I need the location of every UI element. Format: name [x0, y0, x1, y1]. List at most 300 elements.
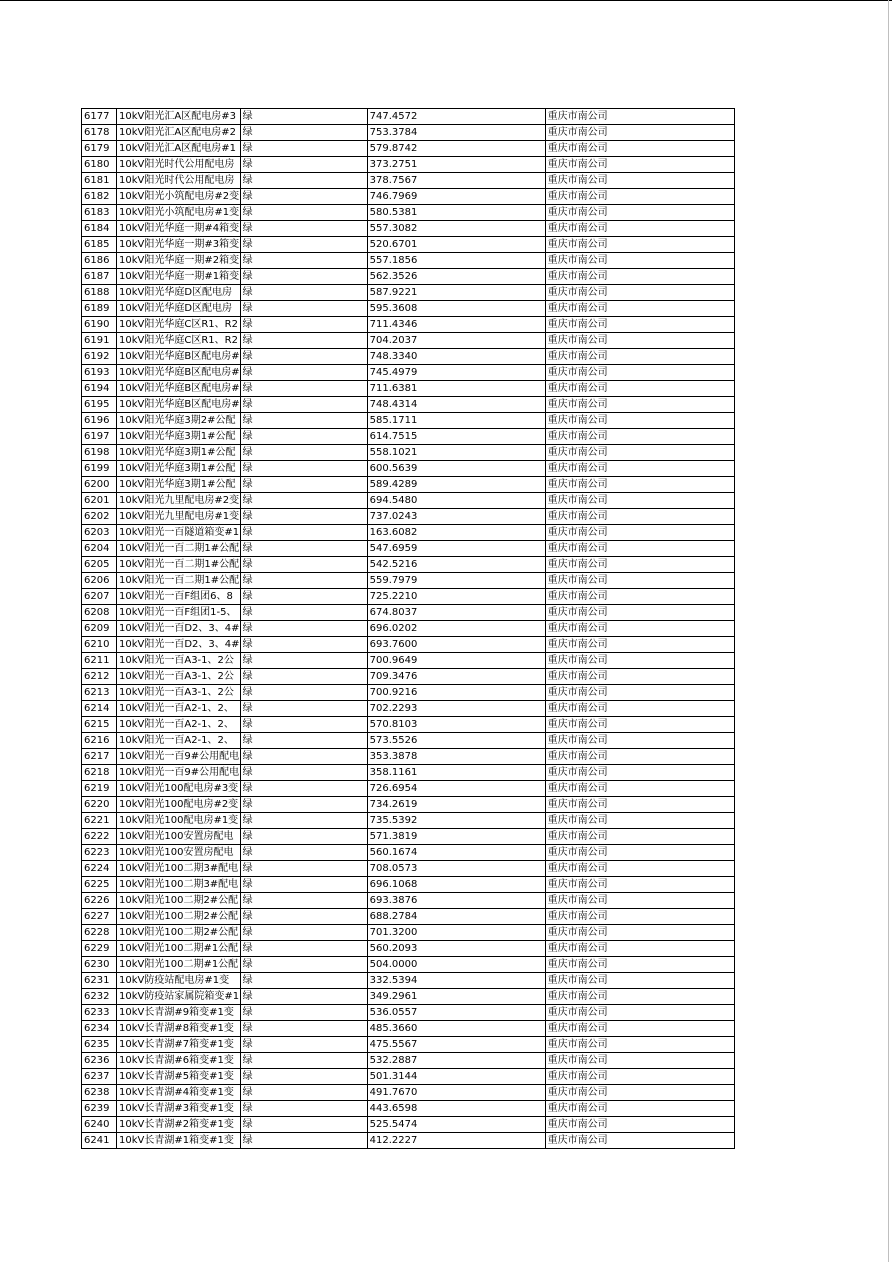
- row-id-cell: 6189: [82, 301, 117, 317]
- company-cell: 重庆市南公司: [545, 605, 734, 621]
- company-cell: 重庆市南公司: [545, 189, 734, 205]
- substation-name-cell: 10kV阳光华庭3期2#公配: [117, 413, 241, 429]
- value-cell: 412.2227: [367, 1133, 545, 1149]
- row-id-cell: 6224: [82, 861, 117, 877]
- company-cell: 重庆市南公司: [545, 509, 734, 525]
- company-cell: 重庆市南公司: [545, 253, 734, 269]
- table-row: [82, 349, 735, 365]
- row-id-cell: 6195: [82, 397, 117, 413]
- company-cell: 重庆市南公司: [545, 925, 734, 941]
- company-cell: 重庆市南公司: [545, 685, 734, 701]
- value-cell: 725.2210: [367, 589, 545, 605]
- value-cell: 542.5216: [367, 557, 545, 573]
- table-row: [82, 189, 735, 205]
- level-cell: 绿: [240, 525, 367, 541]
- level-cell: 绿: [240, 253, 367, 269]
- value-cell: 358.1161: [367, 765, 545, 781]
- row-id-cell: 6199: [82, 461, 117, 477]
- level-cell: 绿: [240, 221, 367, 237]
- company-cell: 重庆市南公司: [545, 861, 734, 877]
- table-row: [82, 957, 735, 973]
- substation-name-cell: 10kV阳光华庭B区配电房#: [117, 397, 241, 413]
- value-cell: 700.9216: [367, 685, 545, 701]
- substation-name-cell: 10kV阳光100安置房配电: [117, 829, 241, 845]
- value-cell: 557.3082: [367, 221, 545, 237]
- row-id-cell: 6239: [82, 1101, 117, 1117]
- company-cell: 重庆市南公司: [545, 221, 734, 237]
- level-cell: 绿: [240, 797, 367, 813]
- substation-name-cell: 10kV阳光华庭D区配电房: [117, 285, 241, 301]
- company-cell: 重庆市南公司: [545, 1101, 734, 1117]
- substation-name-cell: 10kV阳光一百二期1#公配: [117, 541, 241, 557]
- row-id-cell: 6220: [82, 797, 117, 813]
- table-row: [82, 141, 735, 157]
- substation-name-cell: 10kV长青湖#1箱变#1变: [117, 1133, 241, 1149]
- row-id-cell: 6214: [82, 701, 117, 717]
- table-row: [82, 1133, 735, 1149]
- level-cell: 绿: [240, 973, 367, 989]
- company-cell: 重庆市南公司: [545, 749, 734, 765]
- company-cell: 重庆市南公司: [545, 765, 734, 781]
- row-id-cell: 6240: [82, 1117, 117, 1133]
- table-row: [82, 477, 735, 493]
- table-row: [82, 1117, 735, 1133]
- company-cell: 重庆市南公司: [545, 109, 734, 125]
- value-cell: 600.5639: [367, 461, 545, 477]
- row-id-cell: 6180: [82, 157, 117, 173]
- company-cell: 重庆市南公司: [545, 157, 734, 173]
- substation-name-cell: 10kV长青湖#9箱变#1变: [117, 1005, 241, 1021]
- value-cell: 373.2751: [367, 157, 545, 173]
- substation-name-cell: 10kV阳光汇A区配电房#1: [117, 141, 241, 157]
- row-id-cell: 6210: [82, 637, 117, 653]
- company-cell: 重庆市南公司: [545, 781, 734, 797]
- table-row: [82, 1085, 735, 1101]
- level-cell: 绿: [240, 1085, 367, 1101]
- substation-name-cell: 10kV阳光小筑配电房#2变: [117, 189, 241, 205]
- table-row: [82, 605, 735, 621]
- company-cell: 重庆市南公司: [545, 957, 734, 973]
- substation-name-cell: 10kV阳光100二期3#配电: [117, 877, 241, 893]
- table-row: [82, 413, 735, 429]
- table-row: [82, 813, 735, 829]
- level-cell: 绿: [240, 829, 367, 845]
- substation-name-cell: 10kV阳光一百A2-1、2、: [117, 701, 241, 717]
- value-cell: 748.3340: [367, 349, 545, 365]
- company-cell: 重庆市南公司: [545, 317, 734, 333]
- table-row: [82, 253, 735, 269]
- level-cell: 绿: [240, 301, 367, 317]
- table-row: [82, 989, 735, 1005]
- company-cell: 重庆市南公司: [545, 381, 734, 397]
- value-cell: 735.5392: [367, 813, 545, 829]
- table-row: [82, 125, 735, 141]
- value-cell: 349.2961: [367, 989, 545, 1005]
- table-row: [82, 493, 735, 509]
- level-cell: 绿: [240, 413, 367, 429]
- table-row: [82, 317, 735, 333]
- row-id-cell: 6201: [82, 493, 117, 509]
- company-cell: 重庆市南公司: [545, 397, 734, 413]
- value-cell: 525.5474: [367, 1117, 545, 1133]
- level-cell: 绿: [240, 365, 367, 381]
- value-cell: 726.6954: [367, 781, 545, 797]
- value-cell: 443.6598: [367, 1101, 545, 1117]
- table-row: [82, 221, 735, 237]
- level-cell: 绿: [240, 125, 367, 141]
- table-row: [82, 557, 735, 573]
- substation-name-cell: 10kV阳光华庭3期1#公配: [117, 429, 241, 445]
- substation-name-cell: 10kV阳光九里配电房#1变: [117, 509, 241, 525]
- value-cell: 708.0573: [367, 861, 545, 877]
- table-row: [82, 861, 735, 877]
- value-cell: 501.3144: [367, 1069, 545, 1085]
- substation-name-cell: 10kV阳光一百二期1#公配: [117, 557, 241, 573]
- value-cell: 557.1856: [367, 253, 545, 269]
- substation-name-cell: 10kV阳光华庭C区R1、R2: [117, 317, 241, 333]
- company-cell: 重庆市南公司: [545, 797, 734, 813]
- substation-name-cell: 10kV阳光100二期2#公配: [117, 893, 241, 909]
- row-id-cell: 6200: [82, 477, 117, 493]
- level-cell: 绿: [240, 637, 367, 653]
- row-id-cell: 6186: [82, 253, 117, 269]
- company-cell: 重庆市南公司: [545, 541, 734, 557]
- company-cell: 重庆市南公司: [545, 877, 734, 893]
- value-cell: 520.6701: [367, 237, 545, 253]
- table-row: [82, 973, 735, 989]
- level-cell: 绿: [240, 877, 367, 893]
- substation-name-cell: 10kV阳光一百A3-1、2公: [117, 653, 241, 669]
- substation-name-cell: 10kV阳光华庭一期#1箱变: [117, 269, 241, 285]
- table-row: [82, 157, 735, 173]
- row-id-cell: 6192: [82, 349, 117, 365]
- row-id-cell: 6237: [82, 1069, 117, 1085]
- row-id-cell: 6233: [82, 1005, 117, 1021]
- company-cell: 重庆市南公司: [545, 1085, 734, 1101]
- company-cell: 重庆市南公司: [545, 1117, 734, 1133]
- substation-name-cell: 10kV长青湖#7箱变#1变: [117, 1037, 241, 1053]
- company-cell: 重庆市南公司: [545, 1021, 734, 1037]
- level-cell: 绿: [240, 349, 367, 365]
- company-cell: 重庆市南公司: [545, 1133, 734, 1149]
- level-cell: 绿: [240, 173, 367, 189]
- company-cell: 重庆市南公司: [545, 301, 734, 317]
- row-id-cell: 6207: [82, 589, 117, 605]
- value-cell: 163.6082: [367, 525, 545, 541]
- table-body: [82, 109, 735, 1149]
- substation-name-cell: 10kV长青湖#4箱变#1变: [117, 1085, 241, 1101]
- substation-name-cell: 10kV阳光华庭B区配电房#: [117, 381, 241, 397]
- substation-name-cell: 10kV阳光一百A3-1、2公: [117, 669, 241, 685]
- table-row: [82, 461, 735, 477]
- substation-name-cell: 10kV阳光时代公用配电房: [117, 173, 241, 189]
- row-id-cell: 6236: [82, 1053, 117, 1069]
- table-row: [82, 669, 735, 685]
- value-cell: 573.5526: [367, 733, 545, 749]
- company-cell: 重庆市南公司: [545, 445, 734, 461]
- substation-name-cell: 10kV阳光100安置房配电: [117, 845, 241, 861]
- level-cell: 绿: [240, 749, 367, 765]
- substation-name-cell: 10kV阳光100二期2#公配: [117, 925, 241, 941]
- table-row: [82, 1053, 735, 1069]
- row-id-cell: 6219: [82, 781, 117, 797]
- row-id-cell: 6190: [82, 317, 117, 333]
- company-cell: 重庆市南公司: [545, 173, 734, 189]
- substation-name-cell: 10kV阳光汇A区配电房#3: [117, 109, 241, 125]
- level-cell: 绿: [240, 1053, 367, 1069]
- company-cell: 重庆市南公司: [545, 813, 734, 829]
- row-id-cell: 6235: [82, 1037, 117, 1053]
- row-id-cell: 6223: [82, 845, 117, 861]
- substation-name-cell: 10kV长青湖#2箱变#1变: [117, 1117, 241, 1133]
- level-cell: 绿: [240, 605, 367, 621]
- table-row: [82, 1069, 735, 1085]
- value-cell: 701.3200: [367, 925, 545, 941]
- level-cell: 绿: [240, 861, 367, 877]
- substation-name-cell: 10kV阳光100配电房#3变: [117, 781, 241, 797]
- value-cell: 702.2293: [367, 701, 545, 717]
- value-cell: 558.1021: [367, 445, 545, 461]
- level-cell: 绿: [240, 493, 367, 509]
- substation-name-cell: 10kV长青湖#3箱变#1变: [117, 1101, 241, 1117]
- value-cell: 747.4572: [367, 109, 545, 125]
- substation-name-cell: 10kV阳光100配电房#1变: [117, 813, 241, 829]
- row-id-cell: 6209: [82, 621, 117, 637]
- value-cell: 560.1674: [367, 845, 545, 861]
- company-cell: 重庆市南公司: [545, 1037, 734, 1053]
- table-row: [82, 509, 735, 525]
- company-cell: 重庆市南公司: [545, 205, 734, 221]
- table-row: [82, 797, 735, 813]
- table-row: [82, 717, 735, 733]
- table-row: [82, 525, 735, 541]
- row-id-cell: 6217: [82, 749, 117, 765]
- row-id-cell: 6187: [82, 269, 117, 285]
- row-id-cell: 6225: [82, 877, 117, 893]
- table-row: [82, 381, 735, 397]
- substation-name-cell: 10kV阳光一百F组团6、8: [117, 589, 241, 605]
- value-cell: 688.2784: [367, 909, 545, 925]
- level-cell: 绿: [240, 989, 367, 1005]
- company-cell: 重庆市南公司: [545, 413, 734, 429]
- substation-name-cell: 10kV阳光一百隧道箱变#1: [117, 525, 241, 541]
- substation-name-cell: 10kV阳光华庭B区配电房#: [117, 349, 241, 365]
- row-id-cell: 6185: [82, 237, 117, 253]
- value-cell: 694.5480: [367, 493, 545, 509]
- company-cell: 重庆市南公司: [545, 701, 734, 717]
- value-cell: 704.2037: [367, 333, 545, 349]
- table-row: [82, 429, 735, 445]
- company-cell: 重庆市南公司: [545, 653, 734, 669]
- value-cell: 745.4979: [367, 365, 545, 381]
- level-cell: 绿: [240, 621, 367, 637]
- value-cell: 585.1711: [367, 413, 545, 429]
- level-cell: 绿: [240, 845, 367, 861]
- level-cell: 绿: [240, 285, 367, 301]
- value-cell: 570.8103: [367, 717, 545, 733]
- value-cell: 595.3608: [367, 301, 545, 317]
- company-cell: 重庆市南公司: [545, 637, 734, 653]
- substation-name-cell: 10kV长青湖#6箱变#1变: [117, 1053, 241, 1069]
- table-row: [82, 1021, 735, 1037]
- level-cell: 绿: [240, 237, 367, 253]
- table-row: [82, 701, 735, 717]
- company-cell: 重庆市南公司: [545, 717, 734, 733]
- value-cell: 700.9649: [367, 653, 545, 669]
- level-cell: 绿: [240, 397, 367, 413]
- substation-name-cell: 10kV阳光一百D2、3、4#: [117, 621, 241, 637]
- row-id-cell: 6231: [82, 973, 117, 989]
- value-cell: 485.3660: [367, 1021, 545, 1037]
- table-row: [82, 301, 735, 317]
- level-cell: 绿: [240, 1117, 367, 1133]
- substation-name-cell: 10kV长青湖#5箱变#1变: [117, 1069, 241, 1085]
- company-cell: 重庆市南公司: [545, 973, 734, 989]
- table-row: [82, 589, 735, 605]
- substation-name-cell: 10kV阳光时代公用配电房: [117, 157, 241, 173]
- company-cell: 重庆市南公司: [545, 333, 734, 349]
- level-cell: 绿: [240, 1021, 367, 1037]
- value-cell: 711.4346: [367, 317, 545, 333]
- company-cell: 重庆市南公司: [545, 477, 734, 493]
- level-cell: 绿: [240, 685, 367, 701]
- substation-name-cell: 10kV阳光一百A3-1、2公: [117, 685, 241, 701]
- row-id-cell: 6196: [82, 413, 117, 429]
- level-cell: 绿: [240, 1101, 367, 1117]
- row-id-cell: 6234: [82, 1021, 117, 1037]
- row-id-cell: 6204: [82, 541, 117, 557]
- row-id-cell: 6211: [82, 653, 117, 669]
- value-cell: 734.2619: [367, 797, 545, 813]
- row-id-cell: 6228: [82, 925, 117, 941]
- substation-name-cell: 10kV阳光华庭一期#3箱变: [117, 237, 241, 253]
- company-cell: 重庆市南公司: [545, 525, 734, 541]
- level-cell: 绿: [240, 317, 367, 333]
- value-cell: 693.7600: [367, 637, 545, 653]
- table-row: [82, 205, 735, 221]
- row-id-cell: 6191: [82, 333, 117, 349]
- substation-name-cell: 10kV阳光华庭D区配电房: [117, 301, 241, 317]
- value-cell: 504.0000: [367, 957, 545, 973]
- table-row: [82, 1037, 735, 1053]
- company-cell: 重庆市南公司: [545, 285, 734, 301]
- company-cell: 重庆市南公司: [545, 141, 734, 157]
- level-cell: 绿: [240, 269, 367, 285]
- row-id-cell: 6221: [82, 813, 117, 829]
- substation-name-cell: 10kV阳光一百F组团1-5、: [117, 605, 241, 621]
- row-id-cell: 6222: [82, 829, 117, 845]
- row-id-cell: 6215: [82, 717, 117, 733]
- row-id-cell: 6197: [82, 429, 117, 445]
- level-cell: 绿: [240, 541, 367, 557]
- row-id-cell: 6232: [82, 989, 117, 1005]
- table-row: [82, 1101, 735, 1117]
- company-cell: 重庆市南公司: [545, 941, 734, 957]
- value-cell: 587.9221: [367, 285, 545, 301]
- substation-name-cell: 10kV阳光华庭C区R1、R2: [117, 333, 241, 349]
- data-table: [81, 108, 735, 1149]
- row-id-cell: 6227: [82, 909, 117, 925]
- value-cell: 475.5567: [367, 1037, 545, 1053]
- substation-name-cell: 10kV阳光100二期3#配电: [117, 861, 241, 877]
- company-cell: 重庆市南公司: [545, 829, 734, 845]
- table-row: [82, 445, 735, 461]
- table-row: [82, 749, 735, 765]
- table-row: [82, 653, 735, 669]
- row-id-cell: 6229: [82, 941, 117, 957]
- table-row: [82, 109, 735, 125]
- level-cell: 绿: [240, 205, 367, 221]
- level-cell: 绿: [240, 109, 367, 125]
- value-cell: 536.0557: [367, 1005, 545, 1021]
- substation-name-cell: 10kV阳光一百A2-1、2、: [117, 733, 241, 749]
- value-cell: 589.4289: [367, 477, 545, 493]
- value-cell: 532.2887: [367, 1053, 545, 1069]
- substation-name-cell: 10kV阳光华庭3期1#公配: [117, 477, 241, 493]
- row-id-cell: 6230: [82, 957, 117, 973]
- value-cell: 711.6381: [367, 381, 545, 397]
- level-cell: 绿: [240, 957, 367, 973]
- table-row: [82, 541, 735, 557]
- row-id-cell: 6178: [82, 125, 117, 141]
- table-row: [82, 269, 735, 285]
- substation-name-cell: 10kV阳光一百D2、3、4#: [117, 637, 241, 653]
- level-cell: 绿: [240, 333, 367, 349]
- company-cell: 重庆市南公司: [545, 365, 734, 381]
- table-row: [82, 733, 735, 749]
- table-row: [82, 893, 735, 909]
- row-id-cell: 6241: [82, 1133, 117, 1149]
- level-cell: 绿: [240, 445, 367, 461]
- level-cell: 绿: [240, 589, 367, 605]
- value-cell: 560.2093: [367, 941, 545, 957]
- value-cell: 614.7515: [367, 429, 545, 445]
- table-row: [82, 781, 735, 797]
- table-row: [82, 365, 735, 381]
- company-cell: 重庆市南公司: [545, 429, 734, 445]
- level-cell: 绿: [240, 813, 367, 829]
- table-row: [82, 397, 735, 413]
- level-cell: 绿: [240, 477, 367, 493]
- level-cell: 绿: [240, 429, 367, 445]
- company-cell: 重庆市南公司: [545, 669, 734, 685]
- level-cell: 绿: [240, 717, 367, 733]
- company-cell: 重庆市南公司: [545, 269, 734, 285]
- level-cell: 绿: [240, 509, 367, 525]
- row-id-cell: 6193: [82, 365, 117, 381]
- page-top-border: [0, 0, 892, 1]
- value-cell: 709.3476: [367, 669, 545, 685]
- level-cell: 绿: [240, 669, 367, 685]
- substation-name-cell: 10kV阳光100二期2#公配: [117, 909, 241, 925]
- company-cell: 重庆市南公司: [545, 621, 734, 637]
- value-cell: 579.8742: [367, 141, 545, 157]
- substation-name-cell: 10kV阳光汇A区配电房#2: [117, 125, 241, 141]
- substation-name-cell: 10kV防疫站配电房#1变: [117, 973, 241, 989]
- company-cell: 重庆市南公司: [545, 1069, 734, 1085]
- company-cell: 重庆市南公司: [545, 493, 734, 509]
- substation-name-cell: 10kV阳光一百9#公用配电: [117, 749, 241, 765]
- table-row: [82, 1005, 735, 1021]
- level-cell: 绿: [240, 1069, 367, 1085]
- level-cell: 绿: [240, 461, 367, 477]
- row-id-cell: 6183: [82, 205, 117, 221]
- substation-name-cell: 10kV长青湖#8箱变#1变: [117, 1021, 241, 1037]
- substation-name-cell: 10kV阳光100配电房#2变: [117, 797, 241, 813]
- row-id-cell: 6212: [82, 669, 117, 685]
- value-cell: 562.3526: [367, 269, 545, 285]
- substation-name-cell: 10kV阳光华庭3期1#公配: [117, 445, 241, 461]
